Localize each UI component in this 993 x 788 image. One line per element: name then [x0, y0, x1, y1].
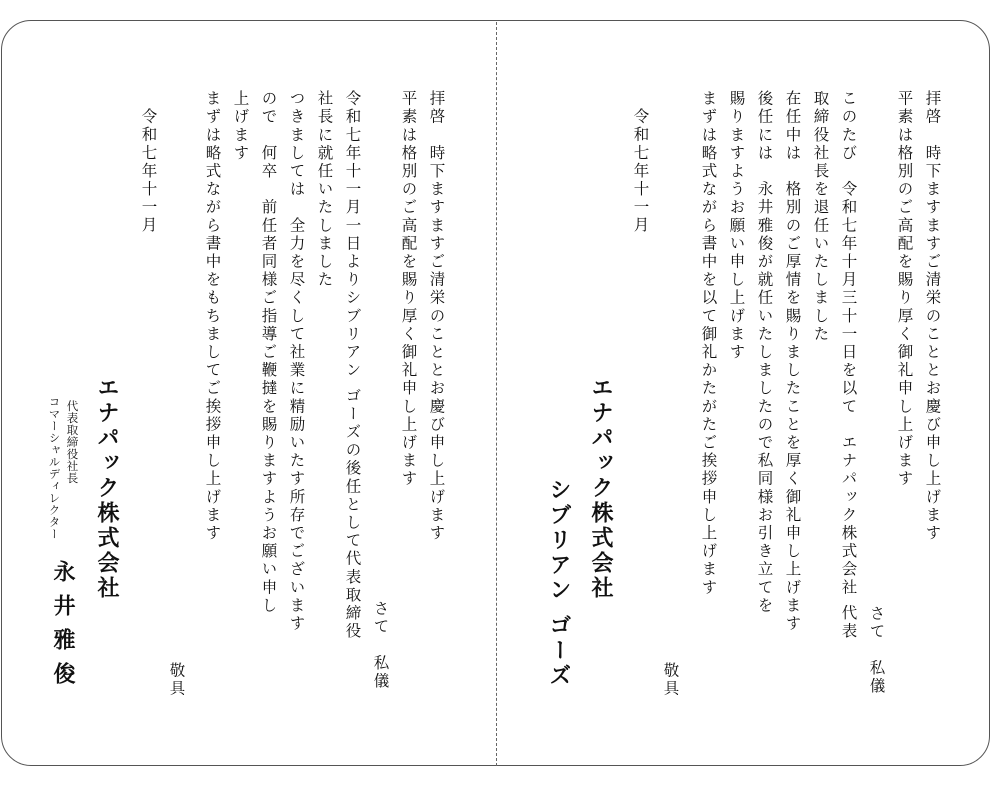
letter-date: 令和七年十一月 [631, 108, 650, 235]
letter-line: 令和七年十一月一日よりシブリアン ゴーズの後任として代表取締役 [343, 90, 362, 641]
letter-line: 拝啓 時下ますますご清栄のこととお慶び申し上げます [923, 90, 942, 543]
closing-phrase: 敬具 [167, 662, 186, 699]
closing-phrase: 敬具 [661, 662, 680, 699]
letter-line: 平素は格別のご高配を賜り厚く御礼申し上げます [895, 90, 914, 489]
company-name: エナパック株式会社 [588, 376, 614, 601]
letter-line: さて 私儀 [371, 600, 390, 691]
letter-line: 後任には 永井雅俊が就任いたしましたので私同様お引き立てを [755, 90, 774, 615]
letter-line: このたび 令和七年十月三十一日を以て エナパック株式会社 代表 [839, 90, 858, 641]
signatory-name: シブリアン ゴーズ [546, 478, 572, 689]
letter-line: つきましては 全力を尽くして社業に精励いたす所存でございます [287, 90, 306, 633]
company-name: エナパック株式会社 [94, 376, 120, 601]
letter-line: 在任中は 格別のご厚情を賜りましたことを厚く御礼申し上げます [783, 90, 802, 633]
signatory-name: 永井雅俊 [50, 560, 76, 696]
letter-line: まずは略式ながら書中を以て御礼かたがたご挨拶申し上げます [699, 90, 718, 597]
letter-line: ので 何卒 前任者同様ご指導ご鞭撻を賜りますようお願い申し [259, 90, 278, 615]
letter-line: 上げます [231, 90, 250, 163]
signatory-title: 代表取締役社長 [65, 400, 80, 484]
letter-line: まずは略式ながら書中をもちましてご挨拶申し上げます [203, 90, 222, 543]
letter-date: 令和七年十一月 [139, 108, 158, 235]
signatory-role: コマーシャルディレクター [47, 396, 62, 540]
letter-line: 平素は格別のご高配を賜り厚く御礼申し上げます [399, 90, 418, 489]
letter-line: さて 私儀 [867, 605, 886, 696]
letter-line: 取締役社長を退任いたしました [811, 90, 830, 344]
letter-line: 社長に就任いたしました [315, 90, 334, 290]
letter-line: 拝啓 時下ますますご清栄のこととお慶び申し上げます [427, 90, 446, 543]
fold-line [496, 22, 497, 766]
letter-line: 賜りますようお願い申し上げます [727, 90, 746, 362]
